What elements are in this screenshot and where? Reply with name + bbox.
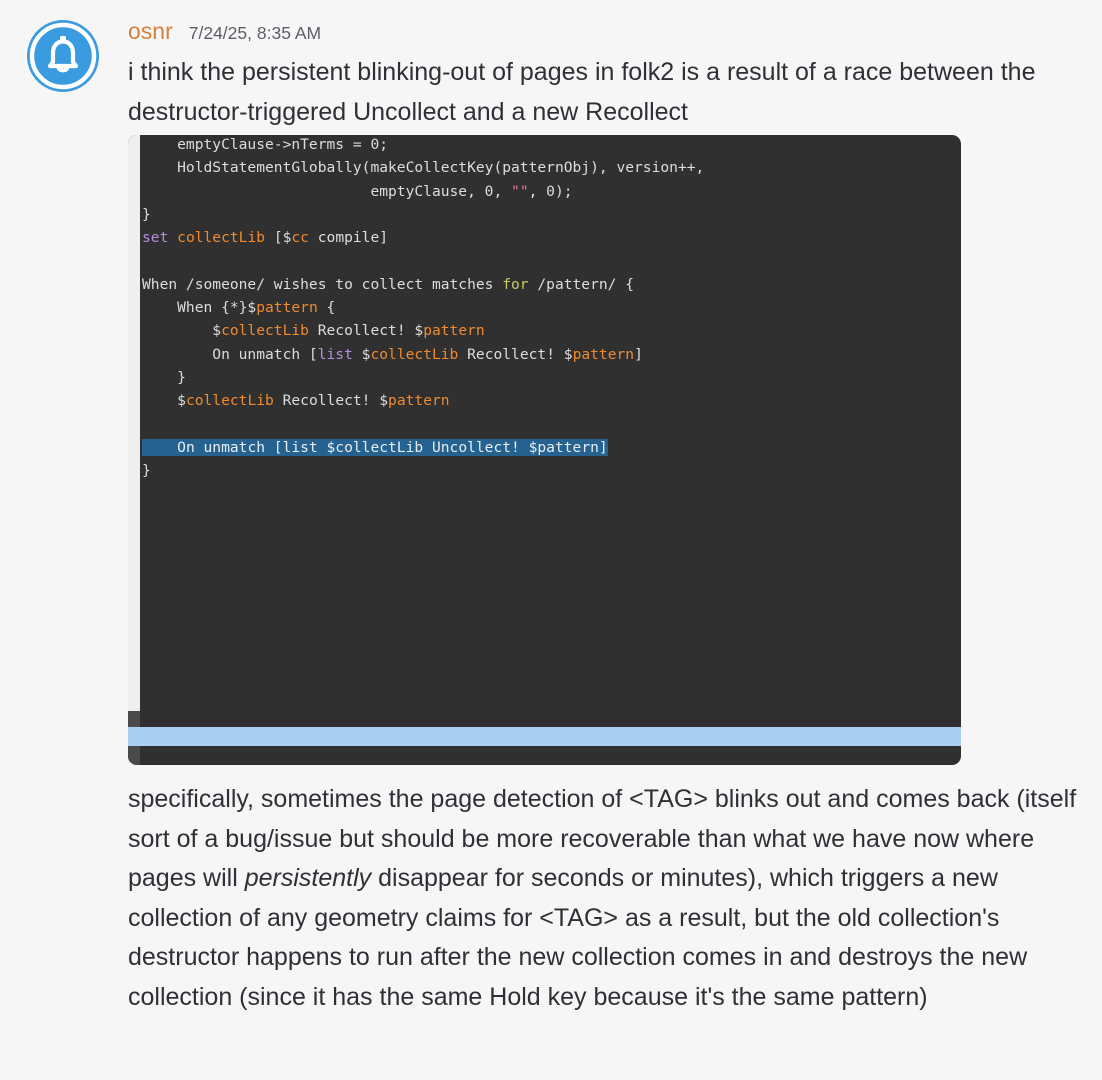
- code-token: pattern: [388, 392, 450, 410]
- code-token: }: [142, 368, 186, 386]
- code-block: [142, 135, 954, 482]
- message-text-part: specifically, sometimes the page detection of <TAG> blinks out and comes back (itself sort of a bug/issue but should be more recoverable than what we have now where pages will: [128, 785, 1077, 893]
- code-line: [142, 459, 954, 482]
- code-token: pattern: [572, 345, 635, 363]
- code-line: [142, 413, 954, 436]
- timestamp[interactable]: 7/24/25, 8:35 AM: [188, 23, 322, 43]
- code-token: $: [352, 345, 371, 363]
- message-text: i think the persistent blinking-out of pages in folk2 is a result of a race between the destructor-triggered Uncollect and a new Recollect: [128, 58, 1036, 126]
- code-token: ]: [634, 345, 643, 363]
- message-text-part: disappear for seconds or minutes), which triggers a new collection of any geometry claims for <TAG> as a result, but the old collection's destructor happens to run after the new collection comes in and destroys the new collection (since it has the same Hold key because it's the same pattern): [128, 864, 1028, 1011]
- code-line: [142, 319, 954, 342]
- code-token: collectLib: [370, 345, 459, 363]
- code-line: [142, 249, 954, 272]
- attached-image[interactable]: [128, 135, 961, 765]
- editor-modeline: [128, 727, 961, 746]
- code-token: [142, 439, 151, 456]
- code-token: emptyClause, 0,: [142, 182, 512, 200]
- code-line: [142, 343, 954, 366]
- code-selection: On unmatch [list $collectLib Uncollect! $pattern]: [150, 438, 608, 456]
- message-header: [128, 18, 321, 50]
- code-token: cc: [291, 229, 309, 247]
- code-token: On unmatch [: [142, 345, 318, 363]
- code-line: [142, 226, 954, 249]
- code-line: [142, 366, 954, 389]
- code-token: compile]: [308, 229, 389, 247]
- code-token: Recollect! $: [308, 322, 424, 340]
- message-text-emphasis: persistently: [244, 864, 372, 893]
- code-token: collectLib: [185, 392, 274, 410]
- code-token: collectLib: [221, 322, 309, 340]
- code-token: $: [142, 322, 222, 340]
- code-token: [$: [265, 229, 292, 247]
- code-line: [142, 180, 954, 203]
- code-token: Recollect! $: [458, 345, 573, 363]
- code-token: emptyClause->nTerms = 0;: [142, 136, 389, 153]
- code-token: Recollect! $: [273, 392, 389, 410]
- code-line: [142, 135, 954, 156]
- code-token: When /someone/ wishes to collect matches: [142, 275, 503, 293]
- code-line: [142, 296, 954, 319]
- code-line: [142, 203, 954, 226]
- code-token: list: [317, 345, 353, 363]
- code-token: for: [502, 275, 529, 293]
- username[interactable]: osnr: [128, 18, 173, 44]
- code-token: $: [142, 392, 186, 410]
- code-token: pattern: [256, 299, 318, 317]
- avatar[interactable]: [27, 20, 99, 92]
- bell-icon: [27, 20, 99, 92]
- code-token: When {*}$: [142, 299, 257, 317]
- code-line: [142, 156, 954, 179]
- code-token: }: [142, 205, 151, 223]
- code-token: {: [317, 299, 336, 317]
- code-token: }: [142, 462, 151, 480]
- code-token: collectLib: [177, 229, 266, 247]
- code-line: [142, 389, 954, 412]
- code-token: , 0);: [528, 182, 573, 200]
- code-token: "": [511, 182, 529, 200]
- code-token: /pattern/ {: [528, 275, 635, 293]
- code-token: HoldStatementGlobally(makeCollectKey(patternObj), version++,: [142, 159, 705, 177]
- code-line: [142, 436, 954, 459]
- code-line: [142, 273, 954, 296]
- code-token: pattern: [423, 322, 485, 340]
- code-token: set: [142, 229, 169, 247]
- editor-fringe: [128, 135, 140, 711]
- code-token: [168, 229, 177, 246]
- message-text-continued: [128, 780, 1088, 1018]
